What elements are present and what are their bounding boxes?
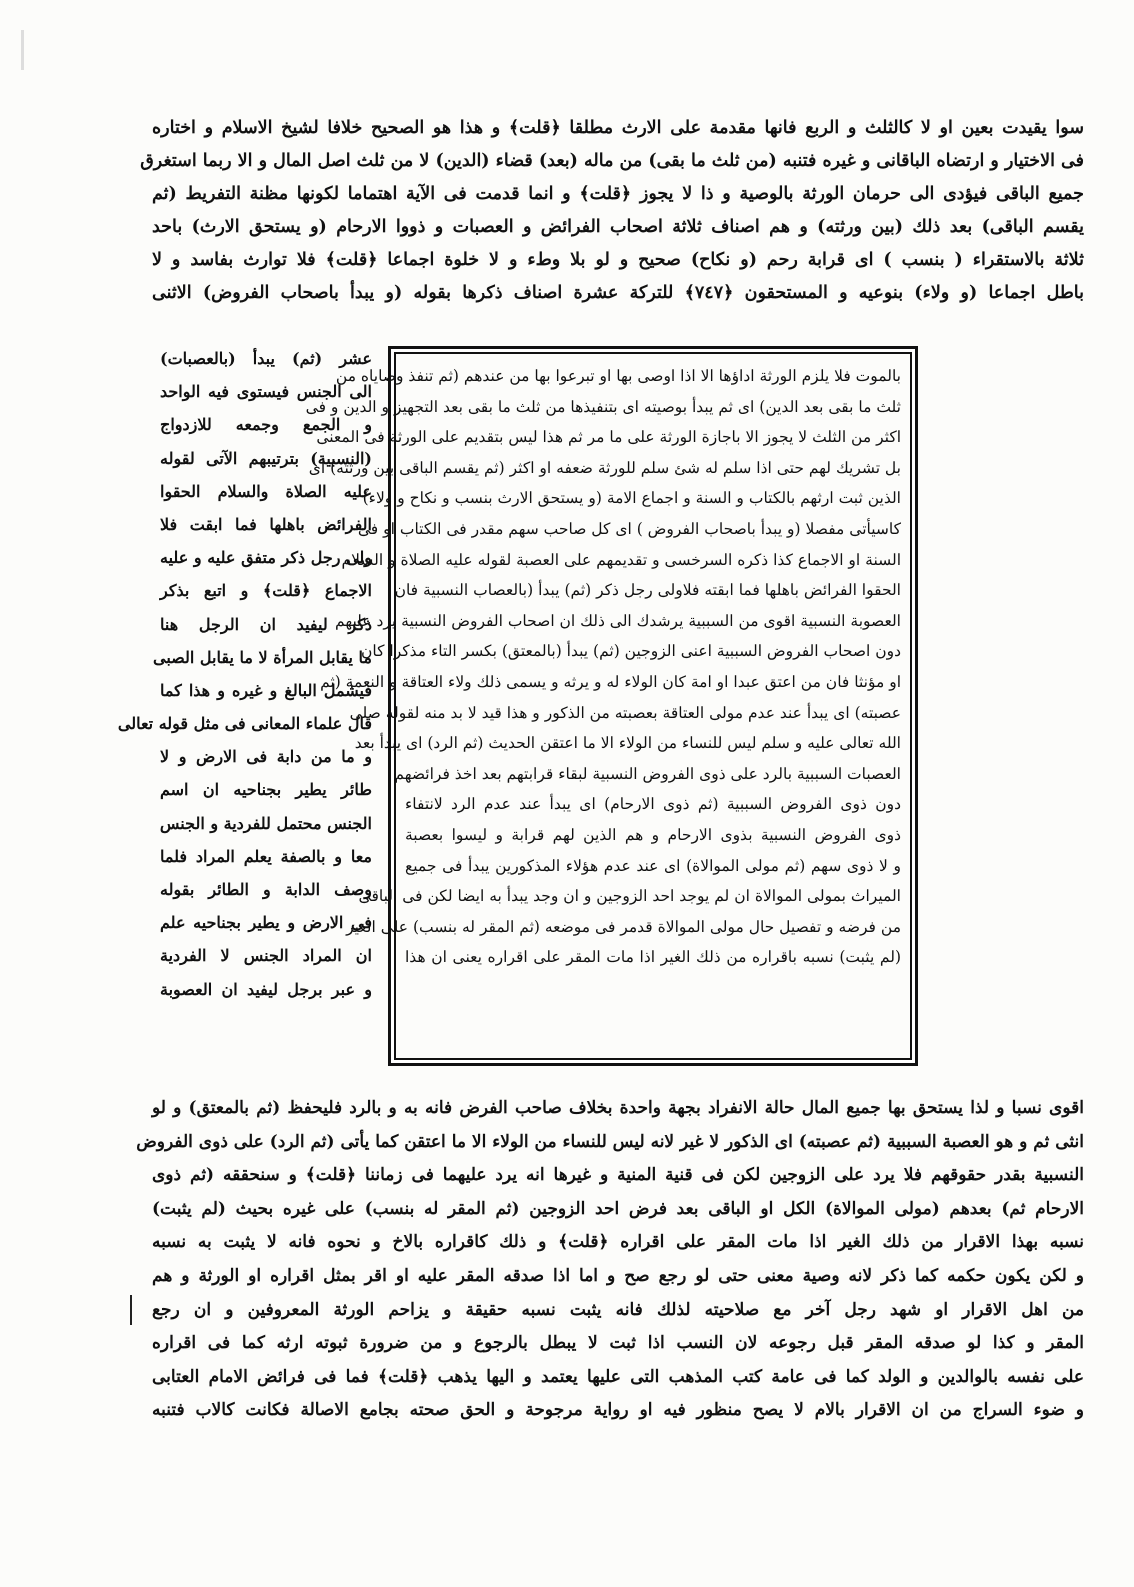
side-text-line: ولى رجل ذكر متفق عليه و عليه bbox=[160, 548, 372, 568]
side-text-line: الفرائض باهلها فما ابقت فلا bbox=[160, 514, 372, 534]
commentary-line: كاسيأتى مفصلا (و يبدأ باصحاب الفروض ) اى كل صاحب سهم مقدر فى الكتاب او فى bbox=[357, 519, 901, 538]
main-text-line: فى الاختيار و ارتضاه الباقانى و غيره فتنبه (من ثلث ما بقى) من ماله (بعد) قضاء (الدين) لا من ثلث اصل المال و الا ربما استغرق bbox=[140, 151, 1084, 171]
side-text-line: الى الجنس فيستوى فيه الواحد bbox=[160, 382, 372, 402]
commentary-line: (لم يثبت) نسبه باقراره من ذلك الغير اذا مات المقر على اقراره يعنى ان هذا bbox=[405, 948, 901, 967]
main-text-line: النسبية بقدر حقوقهم فلا يرد على الزوجين لكن فى قنية المنية و غيرها انه يرد عليهما فى زماننا ﴿قلت﴾ و سنحققه (ثم ذوى bbox=[152, 1165, 1084, 1186]
side-text-line: فيشمل البالغ و غيره و هذا كما bbox=[160, 680, 372, 700]
commentary-line: و لا ذوى سهم (ثم مولى الموالاة) اى عند عدم هؤلاء المذكورين يبدأ فى جميع bbox=[405, 856, 901, 875]
side-text-line: قال علماء المعانى فى مثل قوله تعالى bbox=[117, 714, 372, 734]
commentary-line: عصبته) اى يبدأ عند عدم مولى العتاقة بعصبته من الذكور و هذا قيد لا بد منه لقوله صلى bbox=[349, 703, 901, 722]
main-text-line: جميع الباقى فيؤدى الى حرمان الورثة بالوصية و ذا لا يجوز ﴿قلت﴾ و انما قدمت فى الآية اهتماما لكونها مظنة التفريط (ثم bbox=[152, 184, 1084, 204]
commentary-line: السنة او الاجماع كذا ذكره السرخسى و تقديمهم على العصبة لقوله عليه الصلاة و السلام bbox=[341, 550, 901, 569]
main-text-line: على نفسه بالوالدين و الولد كما فى عامة كتب المذهب التى عليها يعتمد و اليها يذهب ﴿قلت﴾ فما فى فرائض الامام العتابى bbox=[152, 1366, 1084, 1387]
main-text-side-column bbox=[117, 342, 372, 1074]
commentary-line: ثلث ما بقى بعد الدين) اى ثم يبدأ بوصيته اى بتنفيذها من ثلث ما بقى بعد التجهيز و الدين و فى bbox=[305, 397, 901, 416]
commentary-line: اكثر من الثلث لا يجوز الا باجازة الورثة على ما مر ثم هذا ليس بتقديم على الورثة فى المعنى bbox=[316, 428, 901, 447]
commentary-line: ذوى الفروض النسبية بذوى الارحام و هم الذين لهم قرابة و ليسوا بعصبة bbox=[405, 825, 901, 844]
commentary-line: دون ذوى الفروض السببية (ثم ذوى الارحام) اى يبدأ عند عدم الرد لانتفاء bbox=[405, 795, 901, 814]
commentary-line: الميراث بمولى الموالاة ان لم يوجد احد الزوجين و ان وجد يبدأ به ايضا لكن فى الباقى bbox=[358, 887, 901, 906]
side-text-line: الجنس محتمل للفردية و الجنس bbox=[159, 813, 372, 833]
main-text-line: يقسم الباقى) بعد ذلك (بين ورثته) و هم اصناف ثلاثة اصحاب الفرائض و العصبات و ذووا الارحام (و يستحق الارث) باحد bbox=[152, 217, 1084, 237]
main-text-line: و لكن يكون حكمه كما ذكر لانه وصية معنى حتى لو رجع صح و اما اذا صدقه المقر عليه او اقر بمثل اقراره او الورثة و هم bbox=[152, 1265, 1084, 1286]
side-text-line: طائر يطير بجناحيه ان اسم bbox=[160, 780, 372, 800]
commentary-line: من فرضه و تفصيل حال مولى الموالاة قدمر فى موضعه (ثم المقر له بنسب) على الغير bbox=[346, 917, 901, 936]
margin-mark bbox=[130, 1295, 132, 1325]
side-text-line: (النسبية) بترتيبهم الآتى لقوله bbox=[160, 448, 372, 468]
main-text-line: سوا يقيدت بعين او لا كالثلث و الربع فانها مقدمة على الارث مطلقا ﴿قلت﴾ و هذا هو الصحيح خلافا لشيخ الاسلام و اختاره bbox=[152, 118, 1084, 138]
side-text-line: ان المراد الجنس لا الفردية bbox=[160, 946, 372, 966]
commentary-line: العصبات السببية بالرد على ذوى الفروض النسبية لبقاء قرابتهم بعد اخذ فرائضهم bbox=[394, 764, 901, 783]
main-text-line: و ضوء السراج من ان الاقرار بالام لا يصح منظور فيه او رواية مرجوحة و الحق صحته بجامع الاصالة فكانت كالاب فتنبه bbox=[152, 1400, 1084, 1421]
commentary-line: بالموت فلا يلزم الورثة اداؤها الا اذا اوصى بها او تبرعوا بها من عندهم (ثم تنفذ وصاياه من bbox=[335, 367, 901, 385]
side-text-line: عليه الصلاة والسلام الحقوا bbox=[160, 481, 372, 501]
commentary-line: الحقوا الفرائض باهلها فما ابقته فلاولى رجل ذكر (ثم) يبدأ (بالعصاب النسبية فان bbox=[394, 581, 901, 600]
scan-edge-mark bbox=[21, 30, 24, 70]
side-text-line: وصف الدابة و الطائر بقوله bbox=[160, 880, 372, 899]
side-text-line: و الجمع وجمعه للازدواج bbox=[160, 415, 372, 435]
commentary-line: دون اصحاب الفروض السببية اعنى الزوجين (ثم) يبدأ (بالمعتق) بكسر التاء مذكرا كان bbox=[361, 642, 901, 661]
commentary-line: بل تشريك لهم حتى اذا سلم له شئ سلم للورثة ضعفه او اكثر (ثم يقسم الباقى بين ورثته) اى bbox=[308, 458, 901, 477]
main-text-line: اقوى نسبا و لذا يستحق بها جميع المال حالة الانفراد بجهة واحدة بخلاف صاحب الفرض فانه به و بالرد فليحفظ (ثم بالمعتق) و لو bbox=[152, 1098, 1084, 1118]
side-text-line: عشر (ثم) يبدأ (بالعصبات) bbox=[160, 349, 372, 368]
main-text-line: المقر و كذا لو صدقه المقر قبل رجوعه لان النسب اذا ثبت لا يبطل بالرجوع و من ضرورة ثبوته ارثه كما فى اقراره bbox=[152, 1333, 1084, 1354]
side-text-line: ما يقابل المرأة لا ما يقابل الصبى bbox=[152, 647, 372, 667]
side-text-line: و ما من دابة فى الارض و لا bbox=[160, 747, 372, 767]
commentary-line: الذين ثبت ارثهم بالكتاب و السنة و اجماع الامة (و يستحق الارث بنسب و نكاح و ولاء) bbox=[362, 489, 901, 508]
side-text-line: معا و بالصفة يعلم المراد فلما bbox=[160, 846, 372, 866]
main-text-line: الارحام ثم) بعدهم (مولى الموالاة) الكل او الباقى بعد فرض احد الزوجين (ثم المقر له بنسب) على غيره بحيث (لم يثبت) bbox=[152, 1198, 1084, 1219]
main-text-bottom bbox=[136, 1092, 1084, 1572]
side-text-line: الاجماع ﴿قلت﴾ و اتبع بذكر bbox=[160, 581, 372, 601]
main-text-line: انثى ثم و هو العصبة السببية (ثم عصبته) اى الذكور لا غير لانه ليس للنساء من الولاء الا ما اعتقن كما يأتى (ثم الرد) على ذوى الفروض bbox=[136, 1131, 1084, 1152]
side-text-line: فى الارض و يطير بجناحيه علم bbox=[160, 913, 372, 933]
commentary-box bbox=[305, 346, 918, 1066]
main-text-line: نسبه بهذا الاقرار من ذلك الغير اذا مات المقر على اقراره ﴿قلت﴾ و ذلك كاقراره بالاخ و نحوه فانه لا يثبت به نسبه bbox=[152, 1232, 1084, 1253]
main-text-line: ثلاثة بالاستقراء ( بنسب ) اى قرابة رحم (و نكاح) صحيح و لو بلا وطء و لا خلوة اجماعا ﴿قلت﴾ فلا توارث بفاسد و لا bbox=[152, 250, 1084, 270]
commentary-line: العصوبة النسبية اقوى من السببية يرشدك الى ذلك ان اصحاب الفروض النسبية يرد عليهم bbox=[335, 611, 901, 630]
commentary-line: او مؤنثا فان من اعتق عبدا او امة كان الولاء له و يرثه و يسمى ذلك ولاء العتاقة و النعمة (ثم bbox=[320, 672, 901, 691]
side-text-line: و عبر برجل ليفيد ان العصوبة bbox=[160, 979, 372, 999]
main-text-line: باطل اجماعا (و ولاء) بنوعيه و المستحقون ﴿٧٤٧﴾ للتركة عشرة اصناف ذكرها بقوله (و يبدأ باصحاب الفروض) الاثنى bbox=[152, 283, 1084, 303]
side-text-line: ذكر ليفيد ان الرجل هنا bbox=[160, 614, 372, 634]
main-text-top bbox=[140, 112, 1084, 342]
commentary-line: الله تعالى عليه و سلم ليس للنساء من الولاء الا ما اعتقن الحديث (ثم الرد) اى يبدأ بعد bbox=[354, 734, 901, 753]
main-text-line: من اهل الاقرار او شهد رجل آخر مع صلاحيته لذلك فانه يثبت نسبه حقيقة و يزاحم الورثة المعروفين و ان رجع bbox=[152, 1299, 1084, 1320]
